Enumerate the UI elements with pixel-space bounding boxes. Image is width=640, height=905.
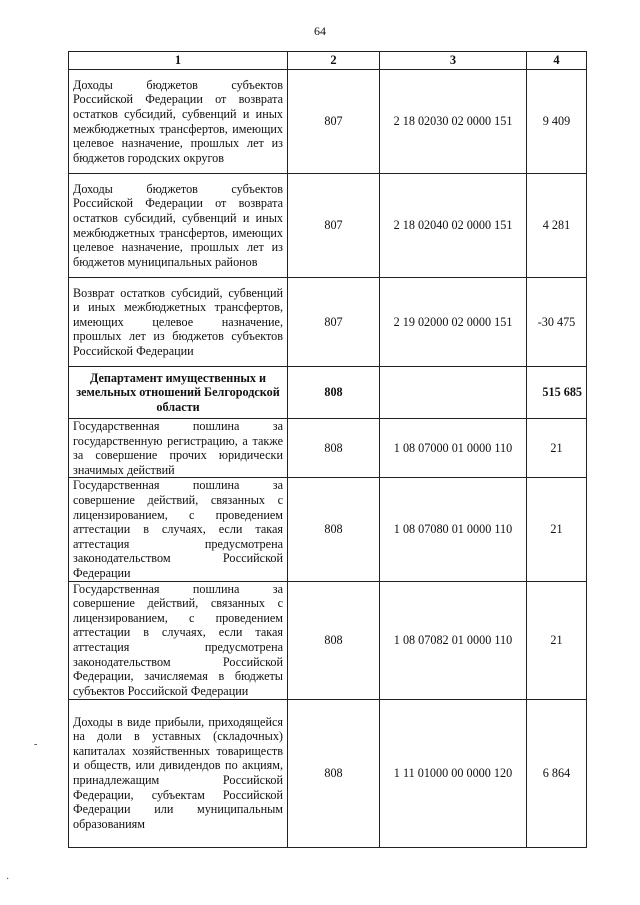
row-admin-code: 808 xyxy=(288,699,380,847)
table-header-row xyxy=(69,52,587,70)
row-description: Возврат остатков субсидий, субвенций и иных межбюджетных трансфертов, имеющих целевое назначение, прошлых лет из бюджетов субъектов Российской Федерации xyxy=(69,278,288,367)
row-kbk-code: 1 11 01000 00 0000 120 xyxy=(380,699,527,847)
row-description: Государственная пошлина за государственную регистрацию, а также за совершение прочих юридически значимых действий xyxy=(69,419,288,478)
row-kbk-code xyxy=(380,367,527,419)
row-kbk-code: 1 08 07082 01 0000 110 xyxy=(380,581,527,699)
row-admin-code: 807 xyxy=(288,278,380,367)
row-admin-code: 808 xyxy=(288,478,380,581)
row-amount: -30 475 xyxy=(527,278,587,367)
revenue-table xyxy=(68,51,587,848)
table-row xyxy=(69,581,587,699)
row-description: Доходы в виде прибыли, приходящейся на доли в уставных (складочных) капиталах хозяйственных товариществ и обществ, или дивидендов по акциям, принадлежащим Российской Федерации, субъектам Российской Федерации или муниципальным образованиям xyxy=(69,699,288,847)
table-row xyxy=(69,419,587,478)
row-amount: 6 864 xyxy=(527,699,587,847)
table-row xyxy=(69,278,587,367)
column-header: 1 xyxy=(69,52,288,70)
row-kbk-code: 1 08 07080 01 0000 110 xyxy=(380,478,527,581)
row-description: Доходы бюджетов субъектов Российской Федерации от возврата остатков субсидий, субвенций и иных межбюджетных трансфертов, имеющих целевое назначение, прошлых лет из бюджетов муниципальных районов xyxy=(69,174,288,278)
table-row xyxy=(69,699,587,847)
row-amount: 21 xyxy=(527,478,587,581)
row-admin-code: 808 xyxy=(288,419,380,478)
table-row xyxy=(69,70,587,174)
row-kbk-code: 2 18 02030 02 0000 151 xyxy=(380,70,527,174)
table-row-department xyxy=(69,367,587,419)
table-row xyxy=(69,478,587,581)
row-amount: 21 xyxy=(527,581,587,699)
page-number: 64 xyxy=(314,24,326,38)
row-amount: 4 281 xyxy=(527,174,587,278)
row-kbk-code: 2 18 02040 02 0000 151 xyxy=(380,174,527,278)
row-amount: 9 409 xyxy=(527,70,587,174)
row-description: Государственная пошлина за совершение действий, связанных с лицензированием, с проведением аттестации в случаях, если такая аттестация предусмотрена законодательством Российской Федерации, зачисляемая в бюджеты субъектов Российской Федерации xyxy=(69,581,288,699)
row-amount: 21 xyxy=(527,419,587,478)
row-amount: 515 685 xyxy=(527,367,587,419)
scan-dash-mark: ‐ xyxy=(34,739,38,750)
row-description: Департамент имущественных и земельных отношений Белгородской области xyxy=(69,367,288,419)
row-admin-code: 807 xyxy=(288,174,380,278)
scan-dot-mark: · xyxy=(6,874,10,885)
column-header: 2 xyxy=(288,52,380,70)
row-admin-code: 808 xyxy=(288,581,380,699)
row-kbk-code: 1 08 07000 01 0000 110 xyxy=(380,419,527,478)
row-description: Государственная пошлина за совершение действий, связанных с лицензированием, с проведением аттестации в случаях, если такая аттестация предусмотрена законодательством Российской Федерации xyxy=(69,478,288,581)
row-kbk-code: 2 19 02000 02 0000 151 xyxy=(380,278,527,367)
row-admin-code: 808 xyxy=(288,367,380,419)
row-description: Доходы бюджетов субъектов Российской Федерации от возврата остатков субсидий, субвенций и иных межбюджетных трансфертов, имеющих целевое назначение, прошлых лет из бюджетов городских округов xyxy=(69,70,288,174)
column-header: 3 xyxy=(380,52,527,70)
table-row xyxy=(69,174,587,278)
column-header: 4 xyxy=(527,52,587,70)
row-admin-code: 807 xyxy=(288,70,380,174)
